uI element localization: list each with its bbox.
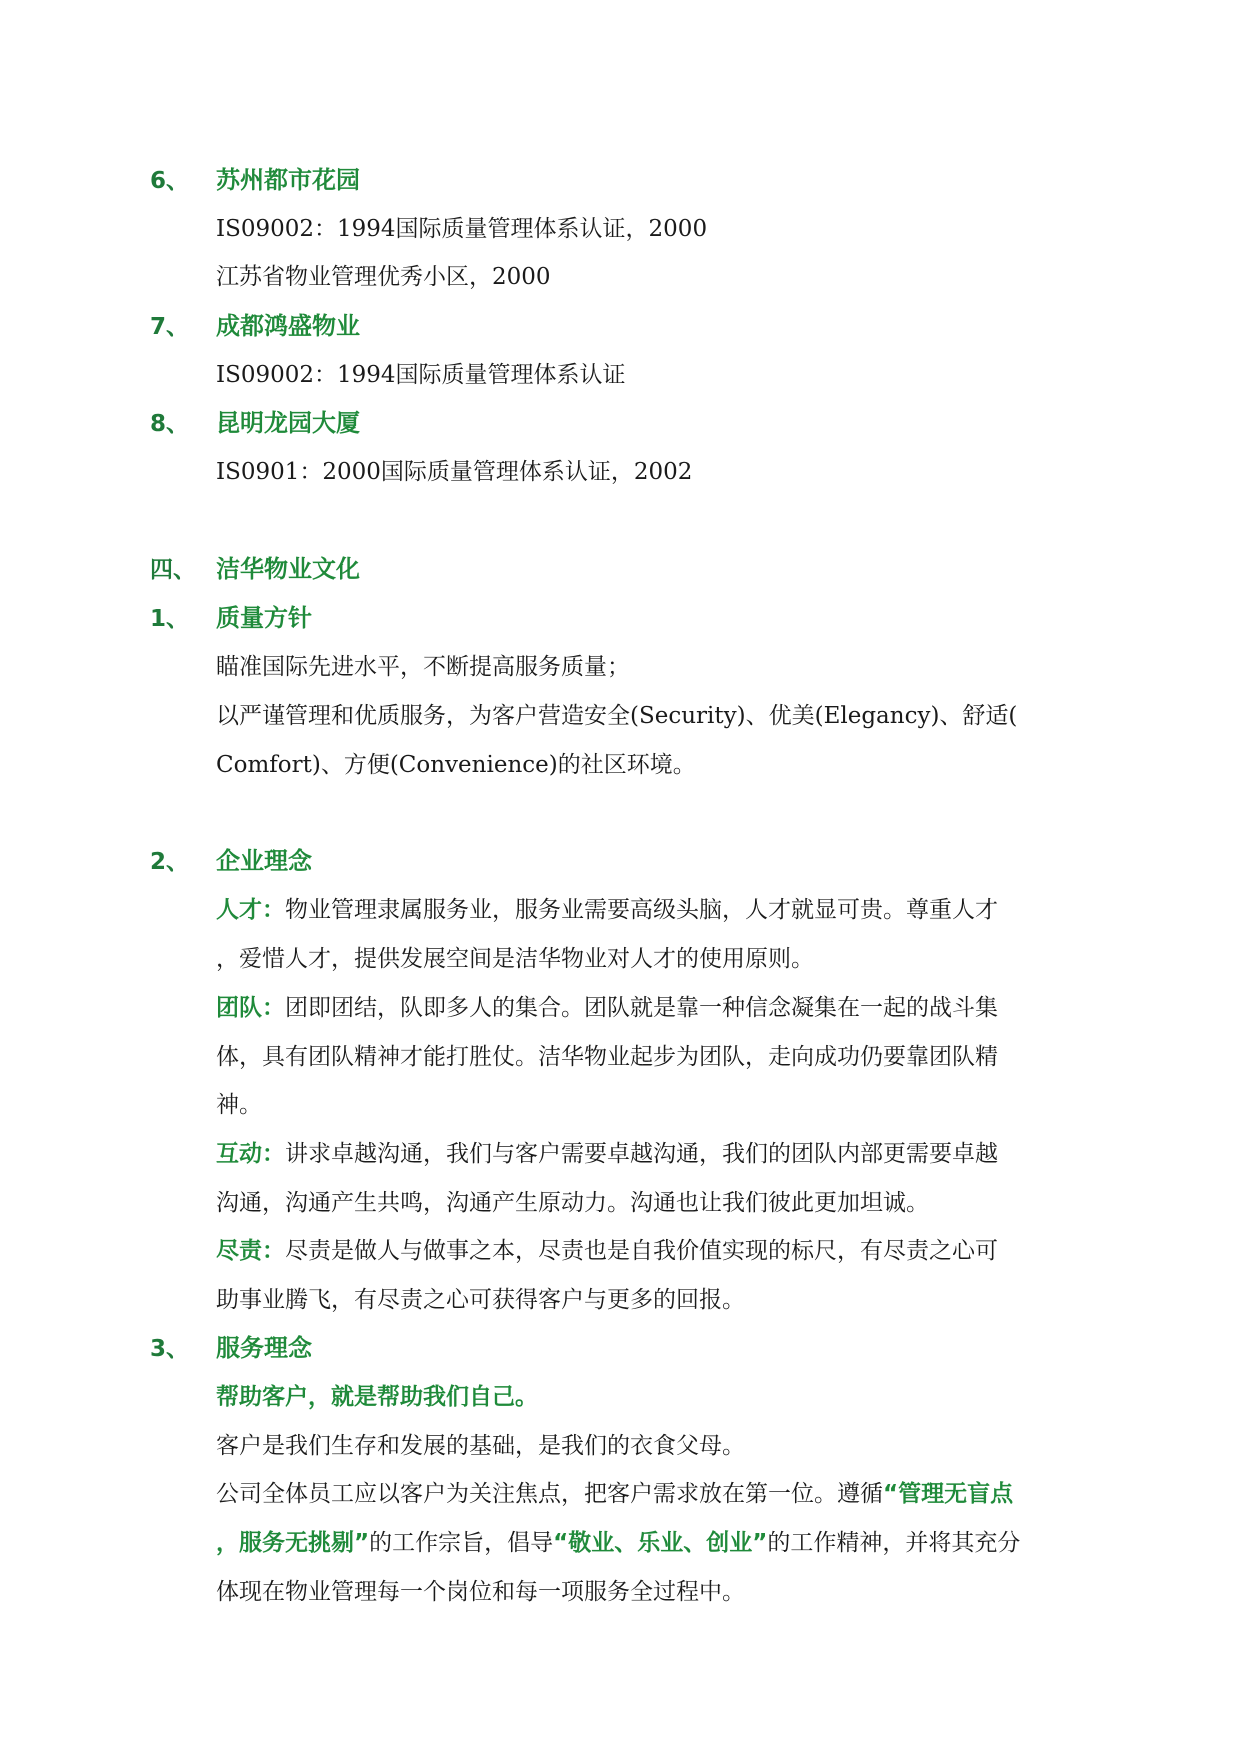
- body-text: 江苏省物业管理优秀小区，2000: [216, 264, 551, 290]
- body-text: 神。: [216, 1092, 262, 1118]
- interact-paragraph-line: [216, 1135, 998, 1168]
- body-text: 以严谨管理和优质服务，为客户营造安全(Security)、优美(Elegancy)、舒适(: [216, 703, 1018, 729]
- interact-label: 互动：: [216, 1141, 285, 1167]
- body-text: 助事业腾飞，有尽责之心可获得客户与更多的回报。: [216, 1287, 745, 1313]
- item-number: 2、: [150, 849, 190, 875]
- talent-label: 人才：: [216, 897, 285, 923]
- body-text: Comfort)、方便(Convenience)的社区环境。: [216, 752, 696, 778]
- body-text: 客户是我们生存和发展的基础，是我们的衣食父母。: [216, 1433, 745, 1459]
- emphasis-text: ，服务无挑剔”: [216, 1530, 370, 1556]
- item-number: 8、: [150, 411, 190, 437]
- body-text: 瞄准国际先进水平，不断提高服务质量；: [216, 654, 630, 680]
- team-label: 团队：: [216, 995, 285, 1021]
- duty-paragraph-line: [216, 1232, 998, 1265]
- body-text: 公司全体员工应以客户为关注焦点，把客户需求放在第一位。遵循: [216, 1481, 883, 1507]
- part-title: 洁华物业文化: [216, 555, 360, 583]
- item-title: 质量方针: [216, 604, 312, 632]
- service-paragraph-line: [216, 1475, 1013, 1508]
- talent-paragraph-line: [216, 891, 998, 924]
- body-text: 的工作精神，并将其充分: [767, 1530, 1021, 1556]
- service-paragraph-line: [216, 1524, 1020, 1557]
- item-title: 苏州都市花园: [216, 166, 360, 194]
- body-text: 尽责是做人与做事之本，尽责也是自我价值实现的标尺，有尽责之心可: [285, 1238, 998, 1264]
- team-paragraph-line: [216, 989, 998, 1022]
- body-text: 沟通，沟通产生共鸣，沟通产生原动力。沟通也让我们彼此更加坦诚。: [216, 1190, 929, 1216]
- item-number: 7、: [150, 314, 190, 340]
- body-text: ，爱惜人才，提供发展空间是洁华物业对人才的使用原则。: [216, 946, 814, 972]
- item-title: 成都鸿盛物业: [216, 312, 360, 340]
- body-text: 体现在物业管理每一个岗位和每一项服务全过程中。: [216, 1579, 745, 1605]
- body-text: IS0901：2000国际质量管理体系认证，2002: [216, 459, 693, 485]
- service-slogan: 帮助客户，就是帮助我们自己。: [216, 1384, 538, 1410]
- body-text: IS09002：1994国际质量管理体系认证: [216, 362, 626, 388]
- item-number: 1、: [150, 606, 190, 632]
- item-number: 3、: [150, 1336, 190, 1362]
- body-text: IS09002：1994国际质量管理体系认证，2000: [216, 216, 708, 242]
- body-text: 的工作宗旨，倡导: [369, 1530, 554, 1556]
- emphasis-text: “管理无盲点: [883, 1481, 1014, 1507]
- item-title: 企业理念: [216, 847, 312, 875]
- part-number: 四、: [150, 557, 196, 583]
- item-number: 6、: [150, 168, 190, 194]
- duty-label: 尽责：: [216, 1238, 285, 1264]
- body-text: 体，具有团队精神才能打胜仗。洁华物业起步为团队，走向成功仍要靠团队精: [216, 1044, 998, 1070]
- body-text: 讲求卓越沟通，我们与客户需要卓越沟通，我们的团队内部更需要卓越: [285, 1141, 998, 1167]
- emphasis-text: “敬业、乐业、创业”: [553, 1530, 768, 1556]
- body-text: 物业管理隶属服务业，服务业需要高级头脑，人才就显可贵。尊重人才: [285, 897, 998, 923]
- item-title: 昆明龙园大厦: [216, 409, 360, 437]
- item-title: 服务理念: [216, 1334, 312, 1362]
- body-text: 团即团结，队即多人的集合。团队就是靠一种信念凝集在一起的战斗集: [285, 995, 998, 1021]
